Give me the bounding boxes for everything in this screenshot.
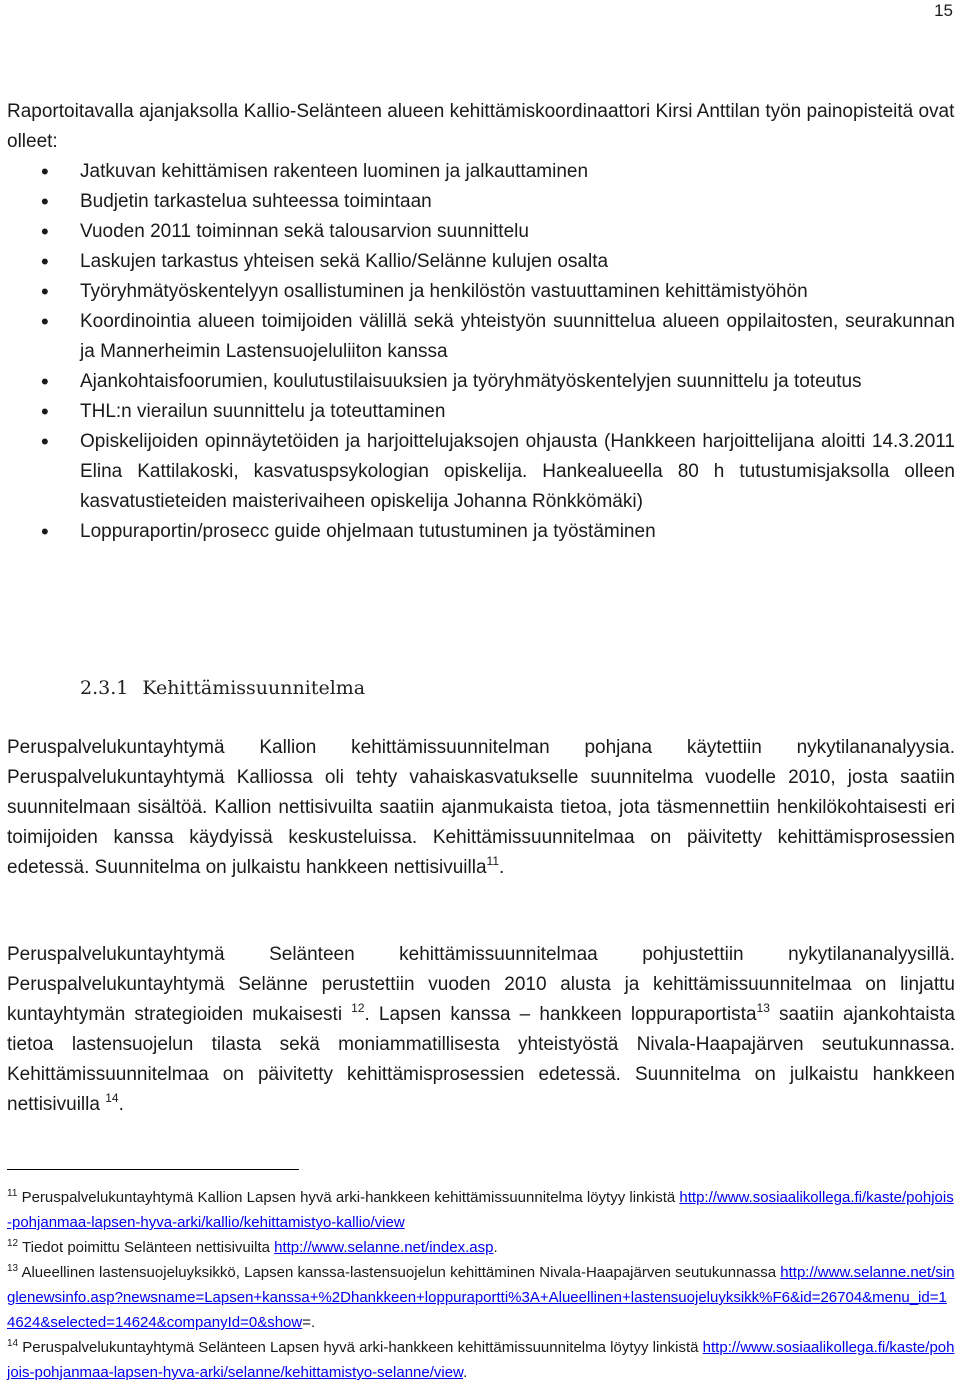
footnote-number: 11 [7,1188,18,1199]
list-item: • Budjetin tarkastelua suhteessa toimintaan [7,187,955,217]
footnote-after: . [463,1364,468,1381]
paragraph-end: . [499,857,505,878]
paragraph-text: saatiin ajankohtaista tietoa lastensuojelun tilasta sekä moniammatillisesta yhteistyöstä Nivala-Haapajärven seutukunnassa. Kehittämissuunnitelmaa on päivitetty kehittämisprosessien edetessä. Suunnitelma on julkaistu hankkeen nettisivuilla [7,1004,955,1115]
paragraph-end: . [118,1094,124,1115]
footnote [7,1235,955,1260]
footnote-link[interactable]: http://www.selanne.net/index.asp [274,1239,494,1256]
priorities-list [7,157,955,547]
footnote [7,1335,955,1385]
footnote-link[interactable]: http://www.sosiaalikollega.fi/kaste/pohjois-pohjanmaa-lapsen-hyva-arki/selanne/kehittamistyo-selanne/view [7,1339,955,1381]
footnote-text: Peruspalvelukuntayhtymä Kallion Lapsen hyvä arki-hankkeen kehittämissuunnitelma löytyy linkistä [21,1189,680,1206]
footnote-after: . [493,1239,498,1256]
list-item: • Koordinointia alueen toimijoiden välillä sekä yhteistyön suunnittelua alueen oppilaitosten, seurakunnan ja Mannerheimin Lastensuojeluliiton kanssa [7,307,955,367]
footnote-text: Alueellinen lastensuojeluyksikkö, Lapsen kanssa-lastensuojelun kehittäminen Nivala-Haapajärven seutukunnassa [21,1264,781,1281]
footnote-text: Peruspalvelukuntayhtymä Selänteen Lapsen hyvä arki-hankkeen kehittämissuunnitelma löytyy linkistä [22,1339,703,1356]
footnote-ref[interactable]: 13 [756,1001,770,1015]
kallio-paragraph [7,733,955,883]
footnote-ref[interactable]: 12 [351,1001,365,1015]
list-item: • Ajankohtaisfoorumien, koulutustilaisuuksien ja työryhmätyöskentelyjen suunnittelu ja toteutus [7,367,955,397]
list-item: • Loppuraportin/prosecc guide ohjelmaan tutustuminen ja työstäminen [7,517,955,547]
footnote-ref[interactable]: 11 [486,854,499,868]
intro-section [7,97,955,547]
footnote-link[interactable]: http://www.sosiaalikollega.fi/kaste/pohjois-pohjanmaa-lapsen-hyva-arki/kallio/kehittamistyo-kallio/view [7,1189,954,1231]
list-item: • Vuoden 2011 toiminnan sekä talousarvion suunnittelu [7,217,955,247]
list-item: • Laskujen tarkastus yhteisen sekä Kallio/Selänne kulujen osalta [7,247,955,277]
paragraph-text: Peruspalvelukuntayhtymä Kallion kehittämissuunnitelman pohjana käytettiin nykytilananalyysia. Peruspalvelukuntayhtymä Kalliossa oli tehty vahaiskasvatukselle suunnitelma vuodelle 2010, josta saatiin suunnitelmaan sisältöä. Kallion nettisivuilta saatiin ajanmukaista tietoa, jota täsmennettiin henkilökohtaisesti eri toimijoiden kanssa käydyissä keskusteluissa. Kehittämissuunnitelmaa on päivitetty kehittämisprosessien edetessä. Suunnitelma on julkaistu hankkeen nettisivuilla [7,737,955,878]
list-item: • Jatkuvan kehittämisen rakenteen luominen ja jalkauttaminen [7,157,955,187]
footnote-after: =. [302,1314,316,1331]
footnotes [7,1185,955,1385]
section-title: Kehittämissuunnitelma [142,677,366,699]
intro-lead: Raportoitavalla ajanjaksolla Kallio-Selänteen alueen kehittämiskoordinaattori Kirsi Anttilan työn painopisteitä ovat olleet: [7,101,955,152]
list-item: • Opiskelijoiden opinnäytetöiden ja harjoittelujaksojen ohjausta (Hankkeen harjoittelijana aloitti 14.3.2011 Elina Kattilakoski, kasvatuspsykologian opiskelija. Hankealueella 80 h tutustumisjaksolla olleen kasvatustieteiden maisterivaiheen opiskelija Johanna Rönkkömäki) [7,427,955,517]
section-number: 2.3.1 [80,677,129,699]
section-heading [80,673,365,703]
footnote [7,1185,955,1235]
list-item: • THL:n vierailun suunnittelu ja toteuttaminen [7,397,955,427]
list-item: • Työryhmätyöskentelyyn osallistuminen ja henkilöstön vastuuttaminen kehittämistyöhön [7,277,955,307]
footnote-link[interactable]: http://www.selanne.net/singlenewsinfo.asp?newsname=Lapsen+kanssa+%2Dhankkeen+loppuraportti%3A+Alueellinen+lastensuojeluyksikk%F6&id=26704&menu_id=14624&selected=14624&companyId=0&show [7,1264,955,1331]
selanne-paragraph [7,940,955,1120]
paragraph-text: Peruspalvelukuntayhtymä Selänteen kehittämissuunnitelmaa pohjustettiin nykytilananalyysillä. Peruspalvelukuntayhtymä Selänne perustettiin vuoden 2010 alusta ja kehittämissuunnitelmaa on linjattu kuntayhtymän strategioiden mukaisesti [7,944,955,1025]
footnote-ref[interactable]: 14 [105,1091,119,1105]
footnote-text: Tiedot poimittu Selänteen nettisivuilta [22,1239,275,1256]
paragraph-text: . Lapsen kanssa – hankkeen loppuraportista [364,1004,757,1025]
footnote [7,1260,955,1335]
footnote-number: 12 [7,1238,19,1249]
footnote-number: 13 [7,1263,19,1274]
footnote-divider [7,1169,299,1170]
page-number: 15 [934,1,953,20]
footnote-number: 14 [7,1338,19,1349]
